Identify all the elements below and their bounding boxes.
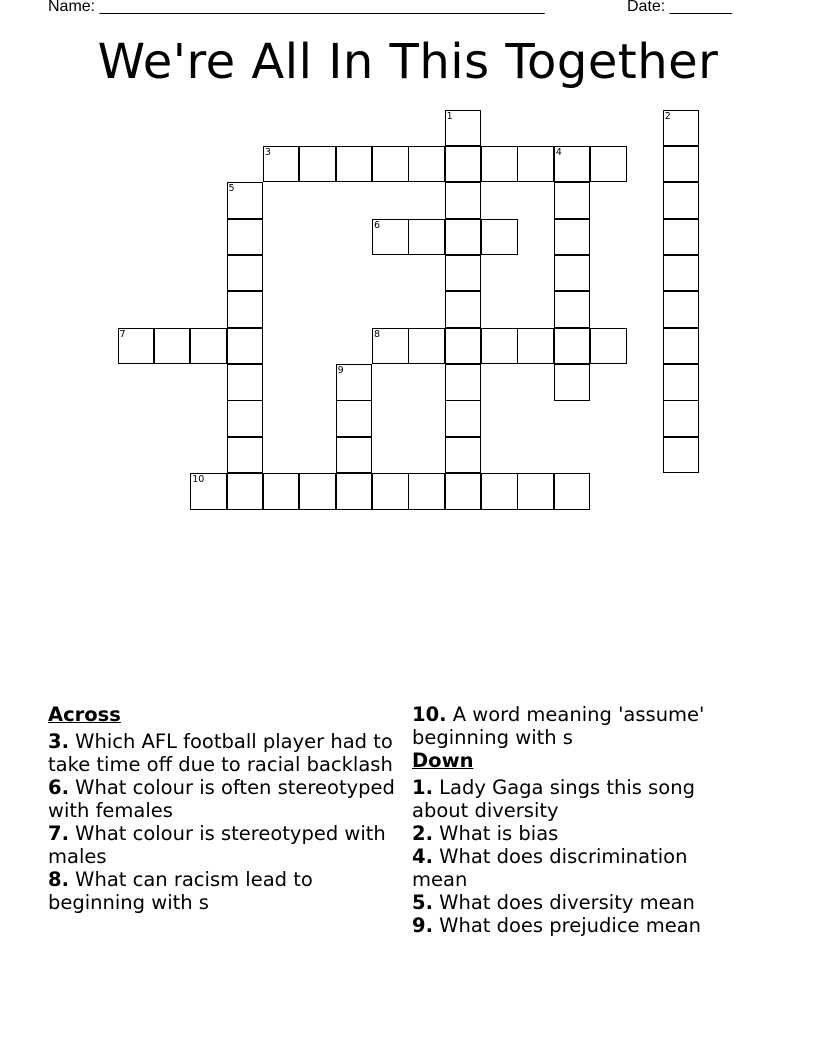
clue-number: 2.	[412, 822, 433, 845]
grid-cell[interactable]	[408, 219, 445, 256]
grid-cell[interactable]	[263, 146, 300, 183]
down-heading: Down	[412, 749, 474, 772]
grid-cell[interactable]	[408, 146, 445, 183]
cell-number: 10	[192, 474, 205, 485]
clue-number: 3.	[48, 730, 69, 753]
clue-text: What does discrimination mean	[412, 845, 688, 891]
name-field[interactable]: Name: __________________________________________________	[48, 0, 545, 15]
grid-cell[interactable]	[663, 328, 700, 365]
grid-cell[interactable]	[118, 328, 155, 365]
grid-cell[interactable]	[408, 328, 445, 365]
grid-cell[interactable]	[408, 473, 445, 510]
grid-cell[interactable]	[481, 146, 518, 183]
grid-cell[interactable]	[190, 328, 227, 365]
clue-text: Lady Gaga sings this song about diversity	[412, 776, 695, 822]
clue-text: What is bias	[432, 822, 559, 845]
grid-cell[interactable]	[445, 146, 482, 183]
cell-number: 7	[119, 328, 126, 340]
grid-cell[interactable]	[299, 473, 336, 510]
grid-cell[interactable]	[663, 182, 700, 219]
grid-cell[interactable]	[554, 328, 591, 365]
grid-cell[interactable]	[154, 328, 191, 365]
across-clue	[48, 730, 403, 776]
cell-number: 5	[228, 183, 235, 195]
clue-number: 9.	[412, 914, 433, 937]
grid-cell[interactable]	[554, 219, 591, 256]
grid-cell[interactable]	[481, 219, 518, 256]
grid-cell[interactable]	[554, 364, 591, 401]
grid-cell[interactable]	[663, 437, 700, 474]
grid-cell[interactable]	[445, 328, 482, 365]
grid-cell[interactable]	[227, 328, 264, 365]
grid-cell[interactable]	[517, 328, 554, 365]
grid-cell[interactable]	[445, 473, 482, 510]
grid-cell[interactable]	[554, 146, 591, 183]
grid-cell[interactable]	[663, 219, 700, 256]
grid-cell[interactable]	[445, 110, 482, 147]
across-clue	[48, 868, 403, 914]
across-clue	[48, 776, 403, 822]
grid-cell[interactable]	[590, 328, 627, 365]
grid-cell[interactable]	[227, 437, 264, 474]
grid-cell[interactable]	[336, 364, 373, 401]
grid-cell[interactable]	[263, 473, 300, 510]
grid-cell[interactable]	[481, 473, 518, 510]
clue-text: A word meaning 'assume' beginning with s	[412, 703, 705, 749]
down-clue	[412, 891, 742, 914]
clue-number: 10.	[412, 703, 447, 726]
grid-cell[interactable]	[445, 182, 482, 219]
grid-cell[interactable]	[445, 255, 482, 292]
grid-cell[interactable]	[227, 473, 264, 510]
down-clue	[412, 845, 742, 891]
grid-cell[interactable]	[554, 255, 591, 292]
clue-number: 4.	[412, 845, 433, 868]
grid-cell[interactable]	[663, 364, 700, 401]
date-field[interactable]: Date: _______	[627, 0, 732, 15]
grid-cell[interactable]	[445, 219, 482, 256]
grid-cell[interactable]	[190, 473, 227, 510]
cell-number: 4	[555, 146, 562, 158]
grid-cell[interactable]	[336, 473, 373, 510]
grid-cell[interactable]	[517, 146, 554, 183]
clue-number: 8.	[48, 868, 69, 891]
grid-cell[interactable]	[663, 291, 700, 328]
cell-number: 1	[446, 110, 453, 122]
cell-number: 3	[264, 146, 271, 158]
grid-cell[interactable]	[227, 255, 264, 292]
grid-cell[interactable]	[372, 146, 409, 183]
grid-cell[interactable]	[590, 146, 627, 183]
clue-text: What can racism lead to beginning with s	[48, 868, 313, 914]
grid-cell[interactable]	[372, 328, 409, 365]
grid-cell[interactable]	[227, 364, 264, 401]
cell-number: 9	[337, 364, 344, 376]
clue-text: What colour is often stereotyped with females	[48, 776, 395, 822]
grid-cell[interactable]	[227, 400, 264, 437]
clue-text: What colour is stereotyped with males	[48, 822, 386, 868]
cell-number: 8	[373, 328, 380, 340]
down-clue	[412, 776, 742, 822]
down-clue	[412, 914, 742, 937]
clue-number: 1.	[412, 776, 433, 799]
grid-cell[interactable]	[445, 400, 482, 437]
grid-cell[interactable]	[517, 473, 554, 510]
clue-number: 6.	[48, 776, 69, 799]
clue-number: 7.	[48, 822, 69, 845]
across-clue	[48, 822, 403, 868]
grid-cell[interactable]	[663, 255, 700, 292]
clue-text: What does prejudice mean	[432, 914, 702, 937]
grid-cell[interactable]	[372, 473, 409, 510]
grid-cell[interactable]	[445, 291, 482, 328]
down-clue	[412, 822, 742, 845]
grid-cell[interactable]	[336, 400, 373, 437]
puzzle-title: We're All In This Together	[97, 34, 719, 90]
grid-cell[interactable]	[336, 437, 373, 474]
clues-left-column	[48, 703, 403, 914]
grid-cell[interactable]	[445, 364, 482, 401]
clue-number: 5.	[412, 891, 433, 914]
grid-cell[interactable]	[663, 110, 700, 147]
clues-right-column	[412, 703, 742, 937]
grid-cell[interactable]	[372, 219, 409, 256]
grid-cell[interactable]	[663, 146, 700, 183]
grid-cell[interactable]	[227, 219, 264, 256]
cell-number: 6	[373, 219, 380, 231]
cell-number: 2	[664, 110, 671, 122]
grid-cell[interactable]	[554, 182, 591, 219]
clue-text: What does diversity mean	[432, 891, 695, 914]
across-clue	[412, 703, 742, 749]
grid-cell[interactable]	[227, 291, 264, 328]
grid-cell[interactable]	[299, 146, 336, 183]
grid-cell[interactable]	[554, 291, 591, 328]
clue-text: Which AFL football player had to take time off due to racial backlash	[48, 730, 393, 776]
across-heading: Across	[48, 703, 121, 726]
grid-cell[interactable]	[336, 146, 373, 183]
grid-cell[interactable]	[481, 328, 518, 365]
grid-cell[interactable]	[663, 400, 700, 437]
grid-cell[interactable]	[227, 182, 264, 219]
grid-cell[interactable]	[554, 473, 591, 510]
grid-cell[interactable]	[445, 437, 482, 474]
